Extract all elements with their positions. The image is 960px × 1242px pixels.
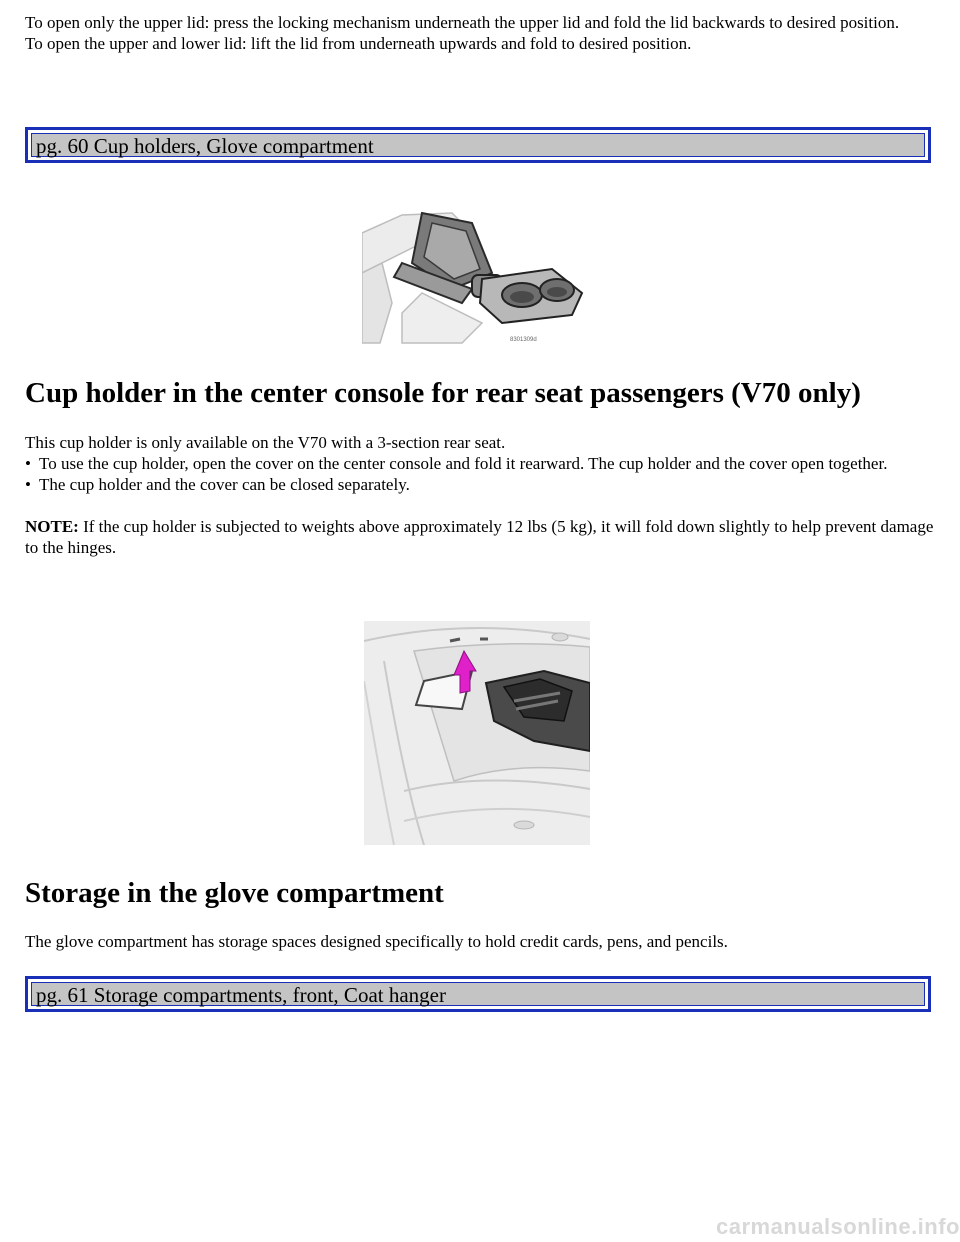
glove-compartment-body	[25, 931, 935, 952]
bullet-text: The cup holder and the cover can be closed separately.	[39, 475, 410, 494]
bullet-icon: •	[25, 475, 31, 494]
page-link-bar-60[interactable]	[25, 127, 931, 163]
intro-paragraph	[25, 12, 935, 54]
note-text: If the cup holder is subjected to weights above approximately 12 lbs (5 kg), it will fold down slightly to help prevent damage to the hinges.	[25, 517, 934, 557]
watermark-text: carmanualsonline.info	[716, 1214, 960, 1239]
bullet-icon: •	[25, 454, 31, 473]
note-label: NOTE:	[25, 517, 79, 536]
glove-compartment-heading: Storage in the glove compartment	[25, 877, 444, 909]
page-link-label-60: pg. 60 Cup holders, Glove compartment	[31, 133, 925, 157]
cup-holder-body	[25, 432, 935, 558]
cup-holder-illustration	[362, 193, 588, 345]
cup-holder-heading: Cup holder in the center console for rear seat passengers (V70 only)	[25, 377, 861, 409]
list-item	[25, 474, 935, 495]
list-item	[25, 453, 935, 474]
intro-line-1: To open only the upper lid: press the locking mechanism underneath the upper lid and fold the lid backwards to desired position.	[25, 13, 900, 32]
note-paragraph	[25, 516, 935, 558]
glove-compartment-illustration	[364, 621, 590, 845]
bullet-text: To use the cup holder, open the cover on the center console and fold it rearward. The cup holder and the cover open together.	[39, 454, 888, 473]
page-link-label-61: pg. 61 Storage compartments, front, Coat hanger	[31, 982, 925, 1006]
glove-compartment-text: The glove compartment has storage spaces designed specifically to hold credit cards, pens, and pencils.	[25, 932, 728, 951]
cup-holder-intro: This cup holder is only available on the V70 with a 3-section rear seat.	[25, 433, 506, 452]
page-link-bar-61[interactable]	[25, 976, 931, 1012]
figure-code-label: 8301309d	[510, 337, 537, 343]
intro-line-2: To open the upper and lower lid: lift the lid from underneath upwards and fold to desired position.	[25, 34, 692, 53]
